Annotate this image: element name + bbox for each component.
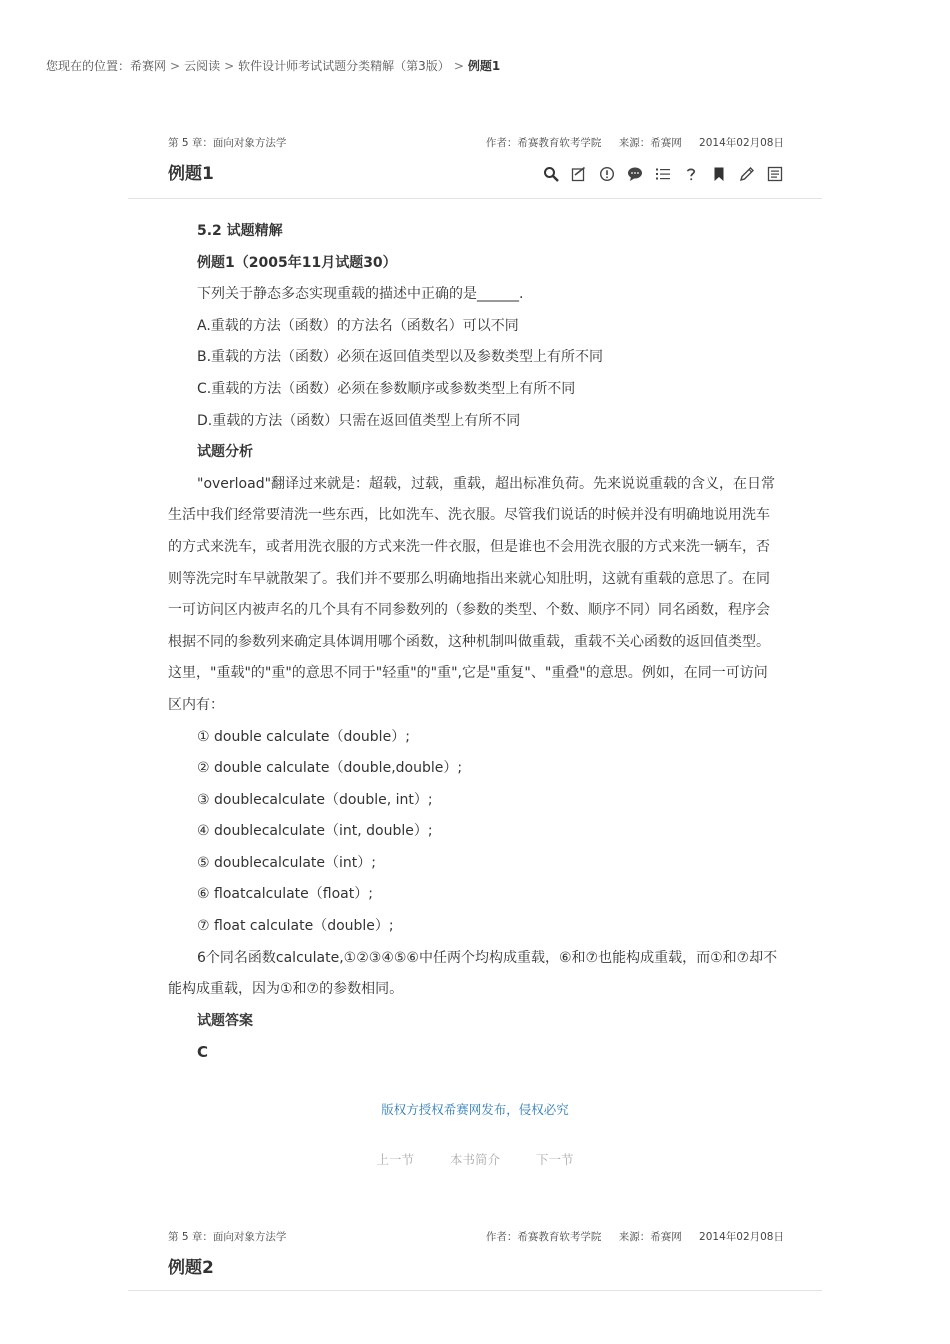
breadcrumb-link-book[interactable]: 软件设计师考试试题分类精解（第3版）: [238, 59, 450, 73]
code-line: ① double calculate（double）;: [197, 728, 410, 745]
code-line: ⑦ float calculate（double）;: [197, 918, 394, 935]
prev-section-link[interactable]: 上一节: [376, 1152, 414, 1167]
breadcrumb-current: 例题1: [467, 59, 501, 73]
answer-heading: 试题答案: [197, 1012, 253, 1029]
author-label: 作者：希赛教育软考学院: [485, 137, 602, 149]
analysis-heading: 试题分析: [197, 444, 253, 461]
article-content: [168, 216, 780, 1069]
notes-icon[interactable]: [766, 165, 784, 183]
breadcrumb-link-home[interactable]: 希赛网: [130, 59, 167, 73]
conclusion-paragraph: 6个同名函数calculate,①②③④⑤⑥中任两个均构成重载，⑥和⑦也能构成重载，而①和⑦却不能构成重载，因为①和⑦的参数相同。: [168, 949, 778, 998]
article-title: 例题1: [168, 164, 214, 184]
next-section-link[interactable]: 下一节: [535, 1152, 574, 1167]
breadcrumb-link-yunyuedu[interactable]: 云阅读: [184, 59, 221, 73]
code-line: ③ doublecalculate（double, int）;: [197, 791, 433, 808]
note-edit-icon[interactable]: [570, 165, 588, 183]
header-divider: [128, 198, 822, 199]
question-icon[interactable]: [682, 165, 700, 183]
list-icon[interactable]: [654, 165, 672, 183]
code-line: ⑥ floatcalculate（float）;: [197, 886, 373, 903]
article-header-2: [168, 1229, 784, 1278]
copyright-notice: 版权方授权希赛网发布，侵权必究: [381, 1102, 569, 1117]
bookmark-icon[interactable]: [710, 165, 728, 183]
option-c: C.重载的方法（函数）必须在参数顺序或参数类型上有所不同: [197, 380, 576, 397]
pencil-icon[interactable]: [738, 165, 756, 183]
code-line: ④ doublecalculate（int, double）;: [197, 823, 433, 840]
error-report-icon[interactable]: [598, 165, 616, 183]
option-b: B.重载的方法（函数）必须在返回值类型以及参数类型上有所不同: [197, 349, 604, 366]
chapter-label: 第 5 章：面向对象方法学: [168, 1231, 287, 1243]
question-text: 下列关于静态多态实现重载的描述中正确的是______.: [197, 286, 524, 303]
article-meta: [168, 1229, 784, 1244]
answer-value: C: [197, 1043, 209, 1062]
source-label: 来源：希赛网: [618, 137, 682, 149]
breadcrumb: [46, 57, 500, 74]
article-title: 例题2: [168, 1258, 214, 1278]
code-line: ⑤ doublecalculate（int）;: [197, 854, 376, 871]
code-line: ② double calculate（double,double）;: [197, 760, 463, 777]
breadcrumb-separator: >: [224, 59, 235, 73]
breadcrumb-separator: >: [170, 59, 181, 73]
breadcrumb-prefix: 您现在的位置：: [46, 59, 131, 73]
article-meta: [168, 135, 784, 150]
article-toolbar: [542, 165, 784, 183]
option-a: A.重载的方法（函数）的方法名（函数名）可以不同: [197, 317, 519, 334]
chapter-label: 第 5 章：面向对象方法学: [168, 137, 287, 149]
article-header: [168, 135, 784, 184]
question-title: 例题1（2005年11月试题30）: [197, 254, 397, 271]
book-intro-link[interactable]: 本书简介: [449, 1152, 500, 1167]
analysis-paragraph: "overload"翻译过来就是：超载，过载，重载，超出标准负荷。先来说说重载的含义，在日常生活中我们经常要清洗一些东西，比如洗车、洗衣服。尽管我们说话的时候并没有明确地说用洗车的方式来洗车，或者用洗衣服的方式来洗一件衣服，但是谁也不会用洗衣服的方式来洗一辆车，否则等洗完时车早就散架了。我们并不要那么明确地指出来就心知肚明，这就有重载的意思了。在同一可访问区内被声名的几个具有不同参数列的（参数的类型、个数、顺序不同）同名函数，程序会根据不同的参数列来确定具体调用哪个函数，这种机制叫做重载，重载不关心函数的返回值类型。这里，"重载"的"重"的意思不同于"轻重"的"重",它是"重复"、"重叠"的意思。例如，在同一可访问区内有：: [168, 475, 776, 713]
author-label: 作者：希赛教育软考学院: [485, 1231, 602, 1243]
source-label: 来源：希赛网: [618, 1231, 682, 1243]
date-label: 2014年02月08日: [699, 137, 784, 149]
breadcrumb-separator: >: [453, 59, 464, 73]
comment-icon[interactable]: [626, 165, 644, 183]
header-divider-2: [128, 1290, 822, 1291]
search-icon[interactable]: [542, 165, 560, 183]
option-d: D.重载的方法（函数）只需在返回值类型上有所不同: [197, 412, 521, 429]
chapter-pager: [0, 1150, 950, 1168]
date-label: 2014年02月08日: [699, 1231, 784, 1243]
section-heading: 5.2 试题精解: [197, 223, 283, 239]
